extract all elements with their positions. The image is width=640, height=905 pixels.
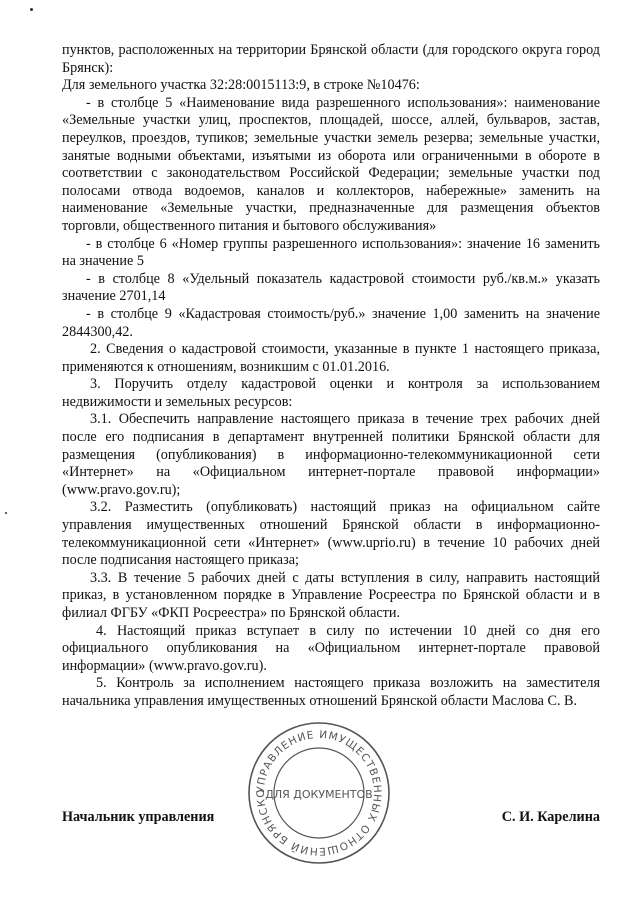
paragraph-continuation: пунктов, расположенных на территории Брянской области (для городского округа город Брянск): xyxy=(62,42,600,76)
stamp-ring-text: УПРАВЛЕНИЕ ИМУЩЕСТВЕННЫХ ОТНОШЕНИЙ БРЯНСКО xyxy=(254,728,384,858)
paragraph-item-3-2: 3.2. Разместить (опубликовать) настоящий приказ на официальном сайте управления имущественных отношений Брянской области в информационно-телекоммуникационной сети «Интернет» (www.uprio.ru) в течение 10 рабочих дней после подписания настоящего приказа; xyxy=(62,499,600,569)
scan-speck xyxy=(30,8,33,11)
scan-speck xyxy=(5,512,7,514)
stamp-center-text: ДЛЯ ДОКУМЕНТОВ xyxy=(265,788,373,801)
document-body xyxy=(62,42,600,711)
paragraph-column-9: - в столбце 9 «Кадастровая стоимость/руб.» значение 1,00 заменить на значение 2844300,42. xyxy=(62,305,600,340)
paragraph-item-4: 4. Настоящий приказ вступает в силу по истечении 10 дней со дня его официального опубликования на «Официальном интернет-портале правовой информации» (www.pravo.gov.ru). xyxy=(62,622,600,674)
paragraph-column-5: - в столбце 5 «Наименование вида разрешенного использования»: наименование «Земельные участки улиц, проспектов, площадей, шоссе, аллей, бульваров, застав, переулков, проездов, тупиков; земельные участки земель резерва; земельные участки, занятые водными объектами, изъятыми из оборота или ограниченными в обороте в соответствии с законодательством Российской Федерации; земельные участки под полосами отвода водоемов, каналов и коллекторов, набережные» заменить на наименование «Земельные участки, предназначенные для размещения объектов торговли, общественного питания и бытового обслуживания» xyxy=(62,94,600,234)
paragraph-item-5: 5. Контроль за исполнением настоящего приказа возложить на заместителя начальника управления имущественных отношений Брянской области Маслова С. В. xyxy=(62,675,600,709)
paragraph-item-3-1: 3.1. Обеспечить направление настоящего приказа в течение трех рабочих дней после его подписания в департамент внутренней политики Брянской области для размещения (опубликования) в информационно-телекоммуникационной сети «Интернет» на «Официальном интернет-портале правовой информации» (www.pravo.gov.ru); xyxy=(62,411,600,498)
paragraph-item-3-3: 3.3. В течение 5 рабочих дней с даты вступления в силу, направить настоящий приказ, в установленном порядке в Управление Росреестра по Брянской области и в филиал ФГБУ «ФКП Росреестра» по Брянской области. xyxy=(62,569,600,621)
paragraph-column-6: - в столбце 6 «Номер группы разрешенного использования»: значение 16 заменить на значение 5 xyxy=(62,235,600,270)
paragraph-item-2: 2. Сведения о кадастровой стоимости, указанные в пункте 1 настоящего приказа, применяются к отношениям, возникшим с 01.01.2016. xyxy=(62,341,600,375)
paragraph-column-8: - в столбце 8 «Удельный показатель кадастровой стоимости руб./кв.м.» указать значение 2701,14 xyxy=(62,270,600,305)
paragraph-land-plot: Для земельного участка 32:28:0015113:9, в строке №10476: xyxy=(62,77,420,94)
official-stamp xyxy=(244,718,394,868)
paragraph-item-3: 3. Поручить отделу кадастровой оценки и контроля за использованием недвижимости и земельных ресурсов: xyxy=(62,376,600,410)
signatory-position: Начальник управления xyxy=(62,809,215,825)
stamp-seal xyxy=(244,718,394,868)
signatory-name: С. И. Карелина xyxy=(501,809,600,825)
